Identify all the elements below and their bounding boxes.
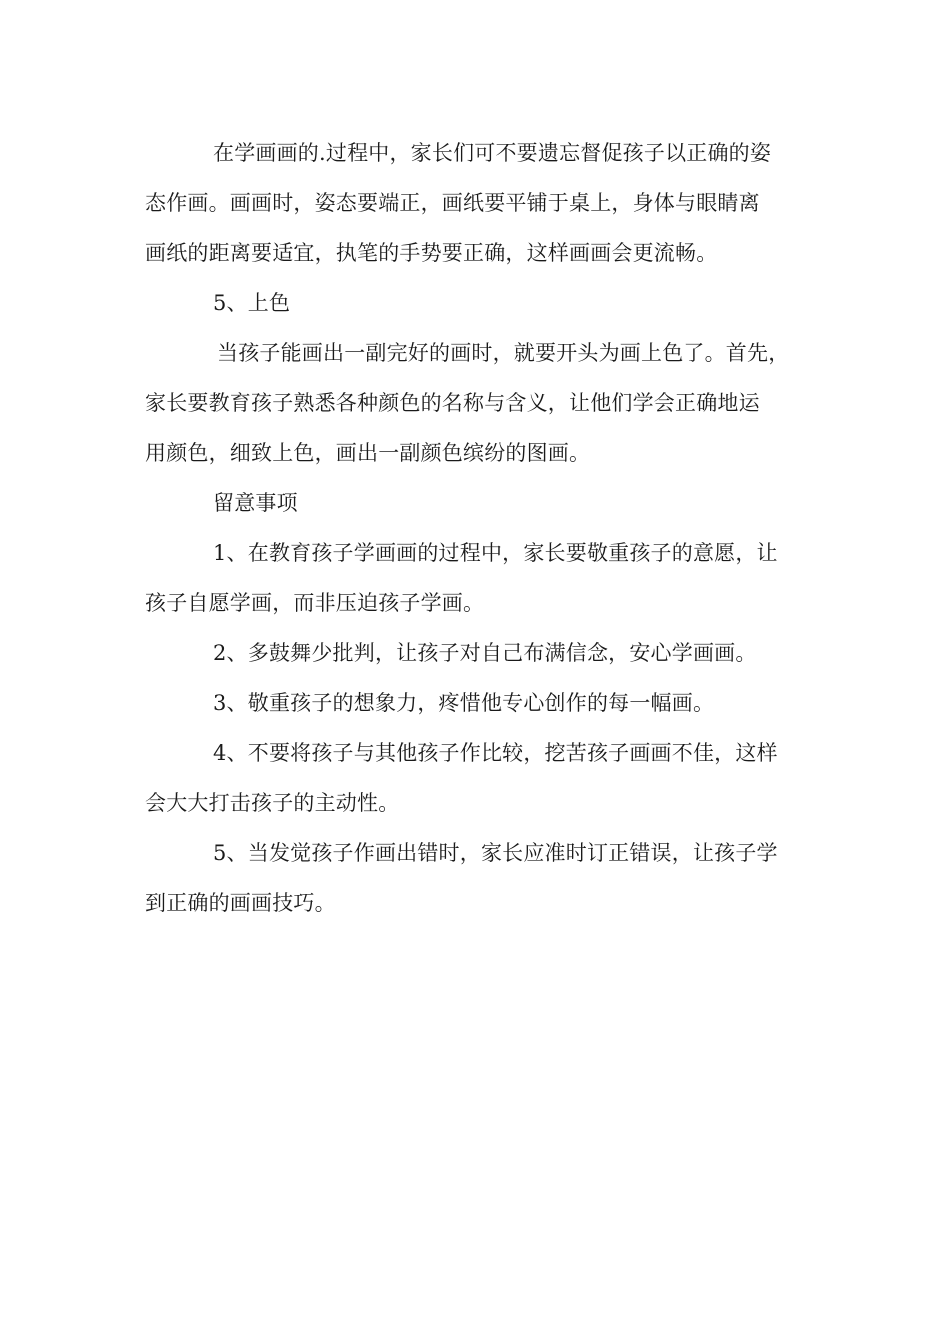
note-1-line-1: 1、在教育孩子学画画的过程中，家长要敬重孩子的意愿，让 xyxy=(213,541,778,565)
note-5-line-1: 5、当发觉孩子作画出错时，家长应准时订正错误，让孩子学 xyxy=(213,841,778,865)
paragraph-posture-line-2: 态作画。画画时，姿态要端正，画纸要平铺于桌上，身体与眼睛离 xyxy=(145,191,760,215)
paragraph-coloring-line-1: 当孩子能画出一副完好的画时，就要开头为画上色了。首先， xyxy=(217,341,790,365)
paragraph-coloring-line-2: 家长要教育孩子熟悉各种颜色的名称与含义，让他们学会正确地运 xyxy=(145,391,760,415)
note-2: 2、多鼓舞少批判，让孩子对自己布满信念，安心学画画。 xyxy=(213,641,757,665)
paragraph-posture-line-3: 画纸的距离要适宜，执笔的手势要正确，这样画画会更流畅。 xyxy=(145,241,718,265)
section-heading-notes: 留意事项 xyxy=(213,491,298,515)
note-4-line-2: 会大大打击孩子的主动性。 xyxy=(145,791,400,815)
section-heading-coloring: 5、上色 xyxy=(213,291,291,315)
note-1-line-2: 孩子自愿学画，而非压迫孩子学画。 xyxy=(145,591,485,615)
document-body xyxy=(145,128,817,928)
paragraph-posture-line-1: 在学画画的.过程中，家长们可不要遗忘督促孩子以正确的姿 xyxy=(213,141,772,165)
note-4-line-1: 4、不要将孩子与其他孩子作比较，挖苦孩子画画不佳，这样 xyxy=(213,741,778,765)
note-5-line-2: 到正确的画画技巧。 xyxy=(145,891,336,915)
note-3: 3、敬重孩子的想象力，疼惜他专心创作的每一幅画。 xyxy=(213,691,715,715)
paragraph-coloring-line-3: 用颜色，细致上色，画出一副颜色缤纷的图画。 xyxy=(145,441,591,465)
